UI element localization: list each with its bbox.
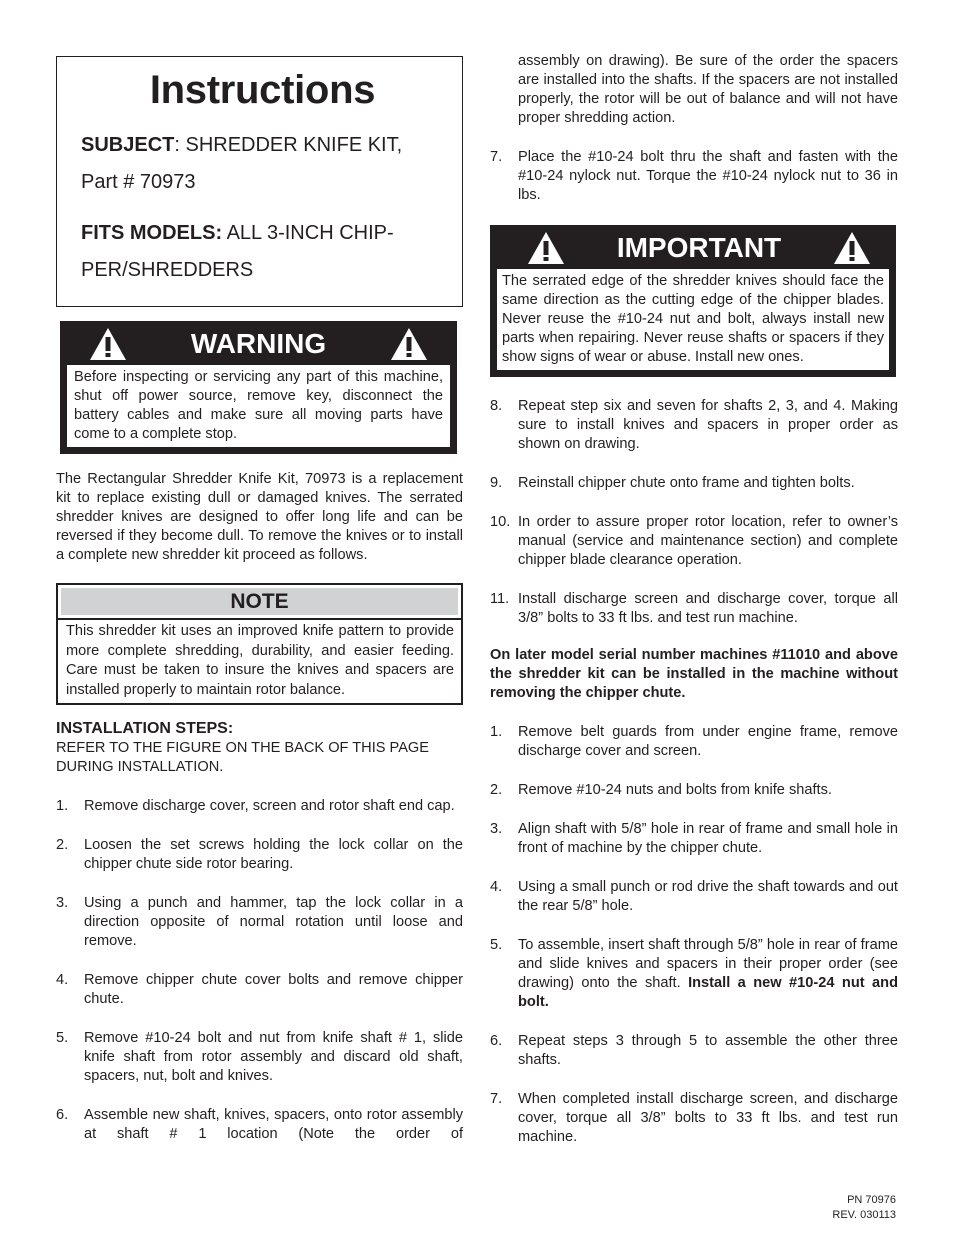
warning-triangle-icon bbox=[88, 326, 128, 362]
fits-models-text-2: PER/SHREDDERS bbox=[81, 259, 254, 281]
warning-header bbox=[62, 323, 455, 365]
step6-continued: assembly on drawing). Be sure of the order the spacers are installed into the shafts. If the spacers are not installed properly, the rotor will be out of balance and will not have proper shredding action. bbox=[518, 53, 898, 126]
warning-box bbox=[60, 321, 457, 454]
important-header bbox=[492, 227, 894, 269]
intro-paragraph: The Rectangular Shredder Knife Kit, 70973 is a replacement kit to replace existing dull or damaged knives. The serrated shredder knives are designed to offer long life and can be reversed if they become dull. To remove the knives or to install a complete new shredder kit proceed as follows. bbox=[56, 471, 463, 563]
list-item: 2. Loosen the set screws holding the lock collar on the chipper chute side rotor bearing. bbox=[56, 837, 463, 872]
note-text: This shredder kit uses an improved knife pattern to provide more complete shredding, durability, and easier feeding. Care must be taken to insure the knives and spacers are installed properly to maintain rotor balance. bbox=[58, 618, 461, 703]
part-number: Part # 70973 bbox=[81, 171, 196, 193]
list-item: 5. Remove #10-24 bolt and nut from knife shaft # 1, slide knife shaft from rotor assembly and discard old shaft, spacers, nut, bolt and knives. bbox=[56, 1030, 463, 1084]
later-models-paragraph: On later model serial number machines #11010 and above the shredder kit can be installed in the machine without removing the chipper chute. bbox=[490, 647, 898, 701]
installation-steps-list bbox=[56, 797, 463, 1144]
list-item: 10. In order to assure proper rotor location, refer to owner’s manual (service and maintenance section) and complete chipper blade clearance operation. bbox=[490, 514, 898, 568]
continued-steps-list bbox=[490, 397, 898, 628]
list-item: 3. Using a punch and hammer, tap the lock collar in a direction opposite of normal rotation until loose and remove. bbox=[56, 895, 463, 949]
warning-text: Before inspecting or servicing any part of this machine, shut off power source, remove key, disconnect the battery cables and make sure all moving parts have come to a complete stop. bbox=[67, 365, 450, 447]
subject-label: SUBJECT bbox=[81, 134, 175, 156]
list-item: 6. Repeat steps 3 through 5 to assemble the other three shafts. bbox=[490, 1033, 898, 1068]
important-label: IMPORTANT bbox=[616, 232, 782, 263]
right-column bbox=[490, 52, 898, 1147]
fits-models-label: FITS MODELS: bbox=[81, 222, 223, 244]
important-box bbox=[490, 225, 896, 377]
important-text: The serrated edge of the shredder knives should face the same direction as the cutting edge of the chipper blades. Never reuse the #10-24 nut and bolt, always install new parts when repairing. Never reuse shafts or spacers if they show signs of wear or abuse. Install new ones. bbox=[497, 269, 889, 370]
list-item: 2. Remove #10-24 nuts and bolts from knife shafts. bbox=[490, 782, 832, 798]
warning-triangle-icon bbox=[832, 230, 872, 266]
warning-triangle-icon bbox=[526, 230, 566, 266]
warning-label: WARNING bbox=[190, 328, 327, 359]
left-column bbox=[56, 56, 463, 1144]
footer bbox=[832, 1193, 896, 1223]
list-item: 5. To assemble, insert shaft through 5/8” hole in rear of frame and slide knives and spacers in their proper order (see drawing) onto the shaft. Install a new #10-24 nut and bolt. bbox=[490, 937, 898, 1010]
list-item: 1. Remove belt guards from under engine frame, remove discharge cover and screen. bbox=[490, 724, 898, 759]
bold-instruction: Install a new #10-24 nut and bolt. bbox=[518, 975, 898, 1010]
title-box bbox=[56, 56, 463, 307]
part-number-footer: PN 70976 bbox=[847, 1194, 896, 1206]
list-item: 4. Remove chipper chute cover bolts and remove chipper chute. bbox=[56, 972, 463, 1007]
later-steps-list bbox=[490, 723, 898, 1147]
list-item: 8. Repeat step six and seven for shafts 2, 3, and 4. Making sure to install knives and spacers in proper order as shown on drawing. bbox=[490, 398, 898, 452]
installation-heading: INSTALLATION STEPS: bbox=[56, 720, 234, 737]
step7-list bbox=[490, 148, 898, 205]
note-box bbox=[56, 583, 463, 705]
list-item: 7. Place the #10-24 bolt thru the shaft and fasten with the #10-24 nylock nut. Torque the #10-24 nylock nut to 36 in lbs. bbox=[490, 149, 898, 203]
list-item: 3. Align shaft with 5/8” hole in rear of frame and small hole in front of machine by the chipper chute. bbox=[490, 821, 898, 856]
page-title: Instructions bbox=[149, 68, 376, 112]
list-item: 6. Assemble new shaft, knives, spacers, onto rotor assembly at shaft # 1 location (Note the order of bbox=[56, 1107, 463, 1142]
fits-models-line bbox=[81, 215, 444, 289]
warning-triangle-icon bbox=[389, 326, 429, 362]
subject-line bbox=[81, 127, 444, 201]
subject-text: : SHREDDER KNIFE KIT, bbox=[174, 134, 403, 156]
list-item: 11. Install discharge screen and discharge cover, torque all 3/8” bolts to 33 ft lbs. and test run machine. bbox=[490, 591, 898, 626]
note-header: NOTE bbox=[58, 585, 461, 618]
list-item: 4. Using a small punch or rod drive the shaft towards and out the rear 5/8” hole. bbox=[490, 879, 898, 914]
installation-subheading: REFER TO THE FIGURE ON THE BACK OF THIS PAGE DURING INSTALLATION. bbox=[56, 740, 430, 775]
list-item: 9. Reinstall chipper chute onto frame and tighten bolts. bbox=[490, 475, 855, 491]
fits-models-text: ALL 3-INCH CHIP- bbox=[222, 222, 394, 244]
list-item: 7. When completed install discharge screen, and discharge cover, torque all 3/8” bolts to 33 ft lbs. and test run machine. bbox=[490, 1091, 898, 1145]
revision-footer: REV. 030113 bbox=[832, 1209, 896, 1221]
list-item: 1. Remove discharge cover, screen and rotor shaft end cap. bbox=[56, 798, 455, 814]
